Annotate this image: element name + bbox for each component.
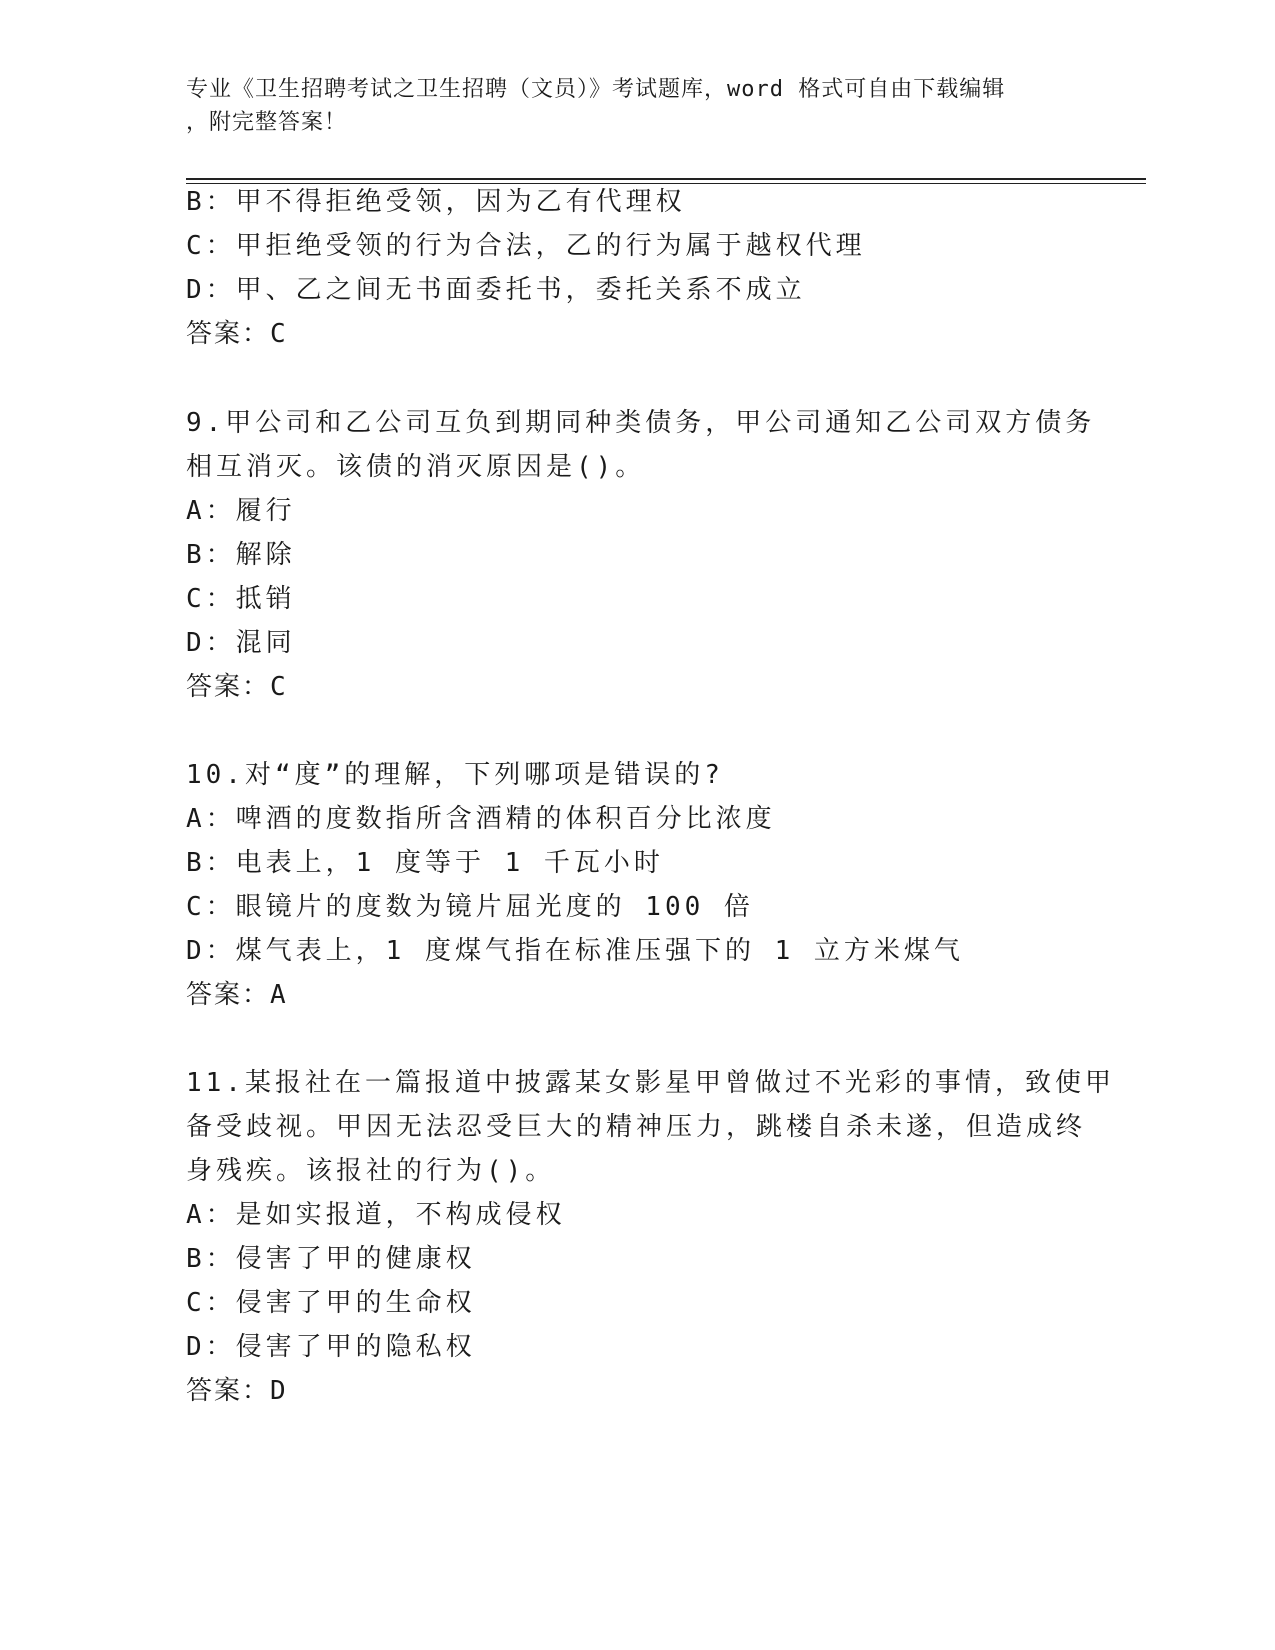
q9-option-a: A：履行 [186,496,296,526]
header-line-1: 专业《卫生招聘考试之卫生招聘（文员）》考试题库，word 格式可自由下载编辑 [186,77,1006,102]
q11-option-a: A：是如实报道，不构成侵权 [186,1200,566,1230]
q10-option-a: A：啤酒的度数指所含酒精的体积百分比浓度 [186,804,776,834]
q9-answer: 答案：C [186,672,288,702]
q11-answer: 答案：D [186,1376,288,1406]
q9-option-b: B：解除 [186,540,296,570]
q11-stem-line-1: 11.某报社在一篇报道中披露某女影星甲曾做过不光彩的事情，致使甲 [186,1068,1115,1098]
q8-option-c: C：甲拒绝受领的行为合法，乙的行为属于越权代理 [186,231,866,261]
q11-option-c: C：侵害了甲的生命权 [186,1288,476,1318]
q11-stem-line-3: 身残疾。该报社的行为()。 [186,1156,556,1186]
q10-option-b: B：电表上，1 度等于 1 千瓦小时 [186,848,664,878]
q10-option-c: C：眼镜片的度数为镜片屈光度的 100 倍 [186,892,754,922]
q8-answer: 答案：C [186,319,288,349]
header-line-2: ，附完整答案！ [186,110,348,135]
q8-option-d: D：甲、乙之间无书面委托书，委托关系不成立 [186,275,806,305]
document-header [186,73,1066,139]
header-divider-thin [186,183,1146,184]
q9-option-c: C：抵销 [186,584,296,614]
q11-stem-line-2: 备受歧视。甲因无法忍受巨大的精神压力，跳楼自杀未遂，但造成终 [186,1112,1087,1142]
header-divider-thick [186,178,1146,180]
q10-answer: 答案：A [186,980,288,1010]
q10-option-d: D：煤气表上，1 度煤气指在标准压强下的 1 立方米煤气 [186,936,964,966]
q11-option-d: D：侵害了甲的隐私权 [186,1332,476,1362]
q9-option-d: D：混同 [186,628,296,658]
q8-option-b: B：甲不得拒绝受领，因为乙有代理权 [186,187,686,217]
q9-stem-line-1: 9.甲公司和乙公司互负到期同种类债务，甲公司通知乙公司双方债务 [186,408,1096,438]
q11-option-b: B：侵害了甲的健康权 [186,1244,476,1274]
q10-stem-line-1: 10.对“度”的理解，下列哪项是错误的? [186,760,724,790]
q9-stem-line-2: 相互消灭。该债的消灭原因是()。 [186,452,646,482]
